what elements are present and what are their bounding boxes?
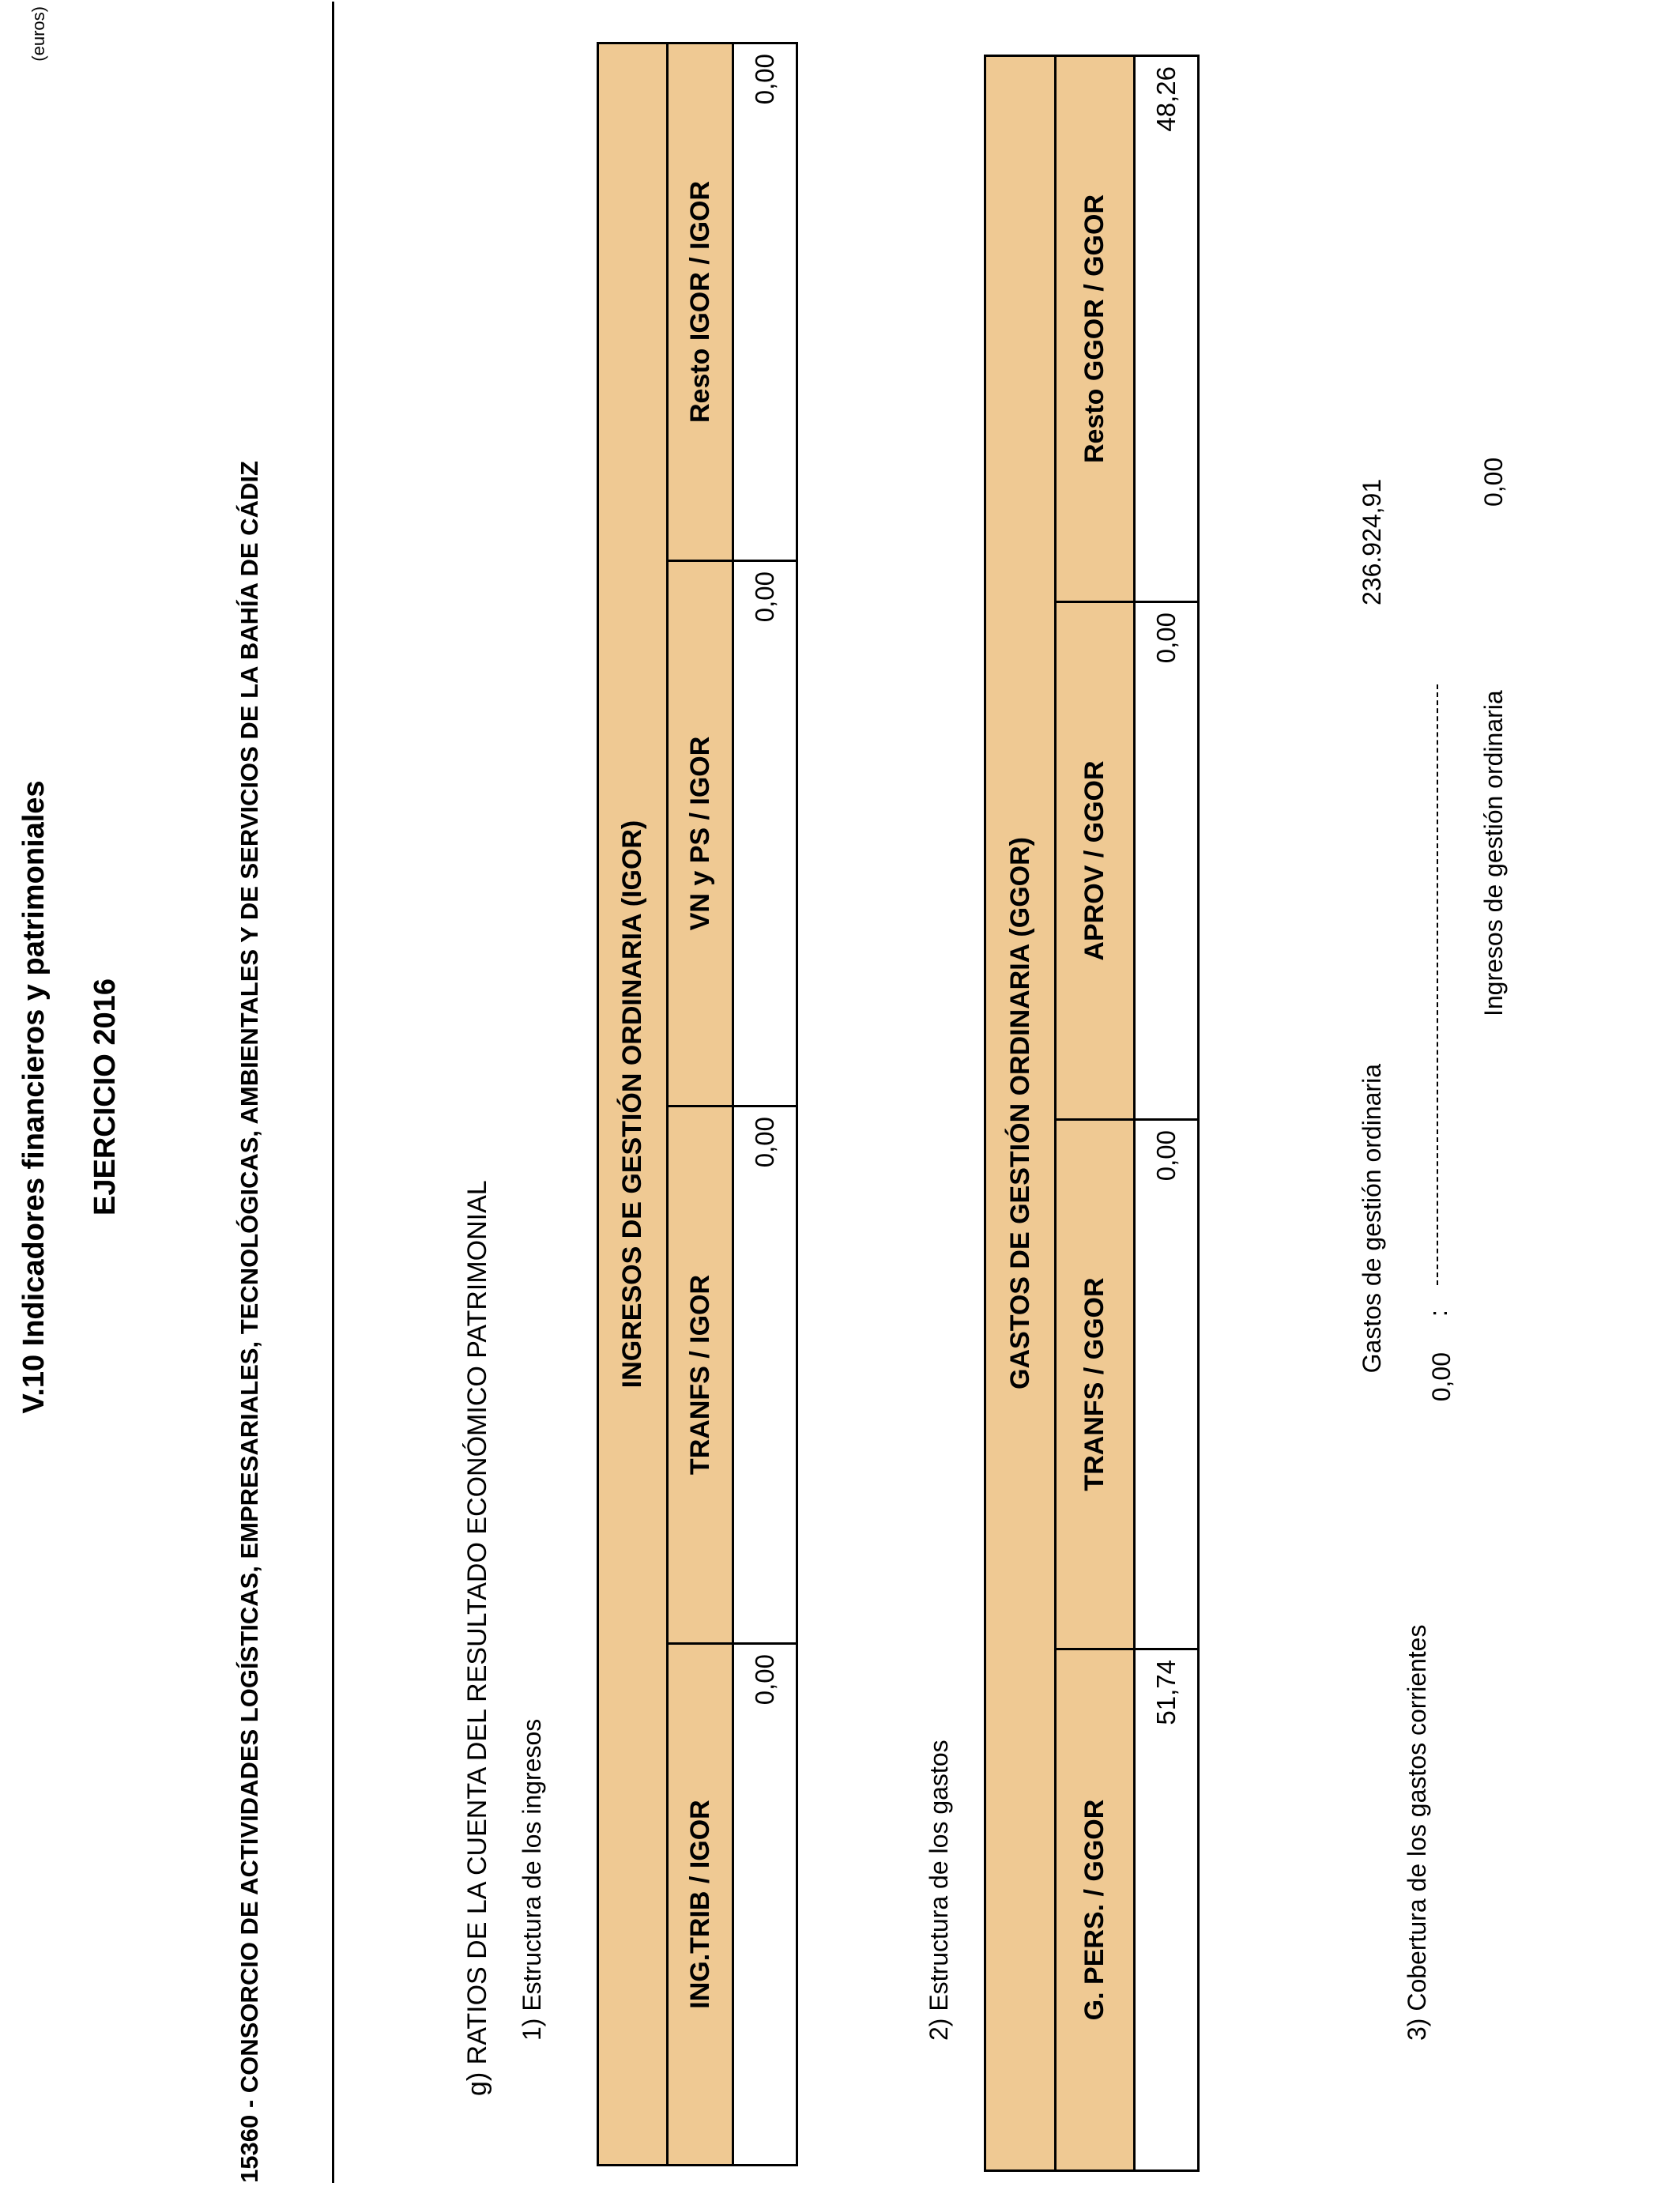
- coverage-denominator-label: Ingresos de gestión ordinaria: [1479, 690, 1508, 1016]
- header-divider: [332, 2, 334, 2183]
- income-col-resto: Resto IGOR / IGOR: [668, 43, 733, 560]
- currency-note: (euros): [28, 6, 48, 62]
- income-structure-label: 1) Estructura de los ingresos: [518, 1718, 546, 2041]
- coverage-label: 3) Cobertura de los gastos corrientes: [1403, 1624, 1431, 2041]
- expense-structure-label: 2) Estructura de los gastos: [925, 1740, 953, 2041]
- expense-col-resto: Resto GGOR / GGOR: [1056, 56, 1135, 602]
- income-group-header: INGRESOS DE GESTIÓN ORDINARIA (IGOR): [598, 43, 668, 2165]
- expense-col-gpers: G. PERS. / GGOR: [1056, 1649, 1135, 2171]
- expense-group-header: GASTOS DE GESTIÓN ORDINARIA (GGOR): [985, 56, 1056, 2171]
- report-year: EJERCICIO 2016: [89, 978, 122, 1216]
- income-col-ingtrib: ING.TRIB / IGOR: [668, 1644, 733, 2166]
- coverage-value: 0,00: [1427, 1352, 1456, 1402]
- expense-value-gpers: 51,74: [1135, 1649, 1199, 2171]
- expense-col-tranfs: TRANFS / GGOR: [1056, 1120, 1135, 1649]
- income-structure-table: [597, 42, 798, 2166]
- coverage-fraction-line: [1437, 684, 1438, 1285]
- section-title: g) RATIOS DE LA CUENTA DEL RESULTADO ECONÓMICO PATRIMONIAL: [462, 1180, 492, 2096]
- coverage-colon: :: [1424, 1310, 1452, 1317]
- income-col-vnps: VN y PS / IGOR: [668, 561, 733, 1106]
- entity-name: 15360 - CONSORCIO DE ACTIVIDADES LOGÍSTICAS, EMPRESARIALES, TECNOLÓGICAS, AMBIENTALES Y DE SERVICIOS DE LA BAHÍA DE CÁDIZ: [235, 461, 263, 2183]
- income-value-ingtrib: 0,00: [733, 1644, 797, 2166]
- income-col-tranfs: TRANFS / IGOR: [668, 1106, 733, 1644]
- income-value-tranfs: 0,00: [733, 1106, 797, 1644]
- coverage-denominator-value: 0,00: [1479, 457, 1508, 507]
- report-title: V.10 Indicadores financieros y patrimoniales: [17, 780, 51, 1414]
- income-value-vnps: 0,00: [733, 561, 797, 1106]
- coverage-numerator-label: Gastos de gestión ordinaria: [1358, 1064, 1386, 1374]
- expense-value-aprov: 0,00: [1135, 602, 1199, 1120]
- expense-value-resto: 48,26: [1135, 56, 1199, 602]
- income-value-resto: 0,00: [733, 43, 797, 560]
- expense-structure-table: [984, 55, 1200, 2172]
- expense-col-aprov: APROV / GGOR: [1056, 602, 1135, 1120]
- expense-value-tranfs: 0,00: [1135, 1120, 1199, 1649]
- coverage-numerator-value: 236.924,91: [1358, 478, 1386, 605]
